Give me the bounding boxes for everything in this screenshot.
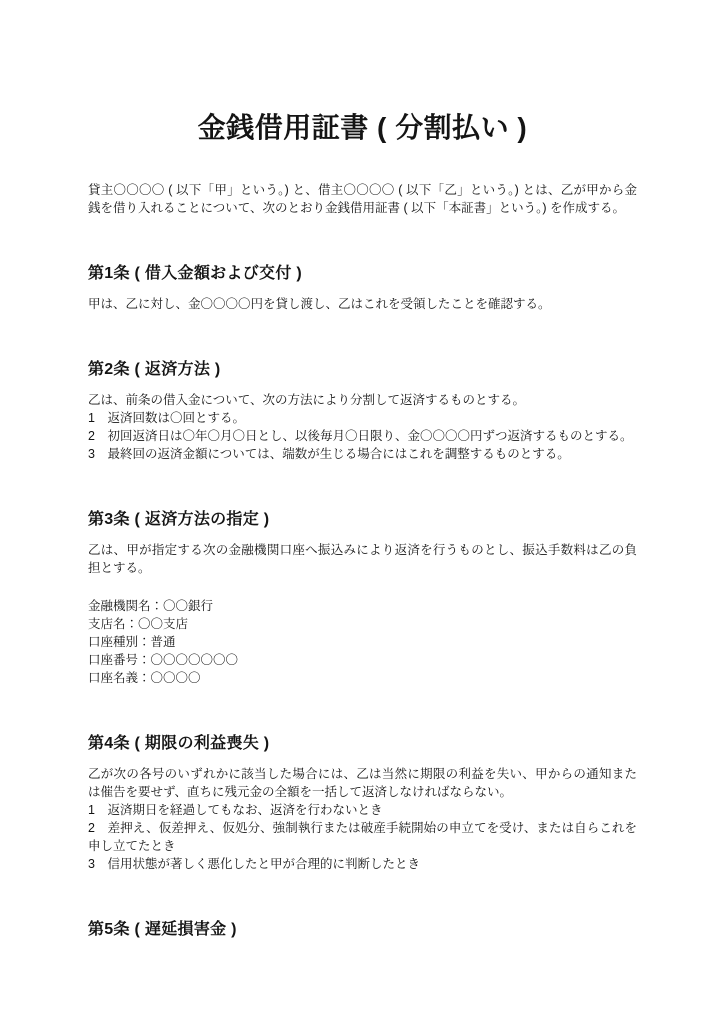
account-type-line: 口座種別：普通 xyxy=(88,635,176,649)
article-1-heading: 第1条 ( 借入金額および交付 ) xyxy=(88,265,302,282)
article-3-heading: 第3条 ( 返済方法の指定 ) xyxy=(88,511,270,528)
article-5-heading: 第5条 ( 遅延損害金 ) xyxy=(88,921,237,938)
article-4-item-1: 1 返済期日を経過してもなお、返済を行わないとき xyxy=(88,803,383,817)
article-4-section xyxy=(88,733,637,873)
article-3-lead: 乙は、甲が指定する次の金融機関口座へ振込みにより返済を行うものとし、振込手数料は乙の負担とする。 xyxy=(88,543,637,575)
account-number-line: 口座番号：〇〇〇〇〇〇〇 xyxy=(88,653,239,667)
article-2-item-2: 2 初回返済日は〇年〇月〇日とし、以後毎月〇日限り、金〇〇〇〇円ずつ返済するものとする。 xyxy=(88,429,633,443)
article-4-item-2: 2 差押え、仮差押え、仮処分、強制執行または破産手続開始の申立てを受け、または自らこれを申し立てたとき xyxy=(88,821,637,853)
article-4-item-3: 3 信用状態が著しく悪化したと甲が合理的に判断したとき xyxy=(88,857,420,871)
article-4-heading: 第4条 ( 期限の利益喪失 ) xyxy=(88,735,270,752)
article-2-item-3: 3 最終回の返済金額については、端数が生じる場合にはこれを調整するものとする。 xyxy=(88,447,570,461)
article-2-item-1: 1 返済回数は〇回とする。 xyxy=(88,411,245,425)
article-4-lead: 乙が次の各号のいずれかに該当した場合には、乙は当然に期限の利益を失い、甲からの通知または催告を要せず、直ちに残元金の全額を一括して返済しなければならない。 xyxy=(88,767,637,799)
branch-name-line: 支店名：〇〇支店 xyxy=(88,617,189,631)
intro-paragraph: 貸主〇〇〇〇 ( 以下「甲」という。) と、借主〇〇〇〇 ( 以下「乙」という。) とは、乙が甲から金銭を借り入れることについて、次のとおり金銭借用証書 ( 以下「本証書」という。) を作成する。 xyxy=(88,183,637,215)
article-5-section xyxy=(88,919,637,941)
article-2-section xyxy=(88,359,637,463)
article-2-heading: 第2条 ( 返済方法 ) xyxy=(88,361,221,378)
bank-account-details xyxy=(88,597,637,687)
document-title: 金銭借用証書 ( 分割払い ) xyxy=(197,112,528,143)
article-3-section xyxy=(88,509,637,687)
article-1-section xyxy=(88,263,637,313)
account-holder-line: 口座名義：〇〇〇〇 xyxy=(88,671,201,685)
bank-name-line: 金融機関名：〇〇銀行 xyxy=(88,599,214,613)
article-2-lead: 乙は、前条の借入金について、次の方法により分割して返済するものとする。 xyxy=(88,393,526,407)
article-1-body: 甲は、乙に対し、金〇〇〇〇円を貸し渡し、乙はこれを受領したことを確認する。 xyxy=(88,297,551,311)
